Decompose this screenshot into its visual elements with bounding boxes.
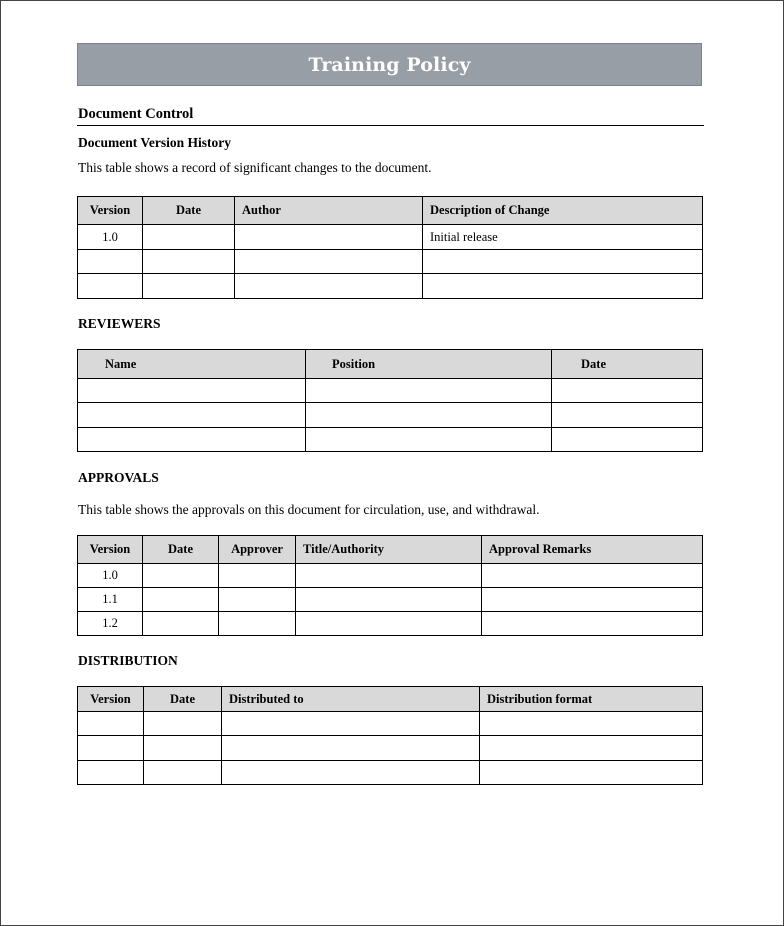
- cell-date[interactable]: [143, 588, 219, 612]
- column-header-version: Version: [78, 197, 143, 225]
- table-header-row: [78, 536, 703, 564]
- cell-author[interactable]: [235, 225, 423, 250]
- cell-title-authority[interactable]: [296, 612, 482, 636]
- cell-approval-remarks[interactable]: [482, 588, 703, 612]
- cell-distribution-format[interactable]: [480, 712, 703, 736]
- cell-version[interactable]: 1.0: [78, 564, 143, 588]
- cell-date[interactable]: [143, 250, 235, 274]
- approvals-table: [77, 535, 703, 636]
- section-divider: [77, 125, 704, 126]
- column-header-position: Position: [306, 350, 552, 379]
- cell-description[interactable]: [423, 250, 703, 274]
- cell-date[interactable]: [143, 612, 219, 636]
- cell-position[interactable]: [306, 428, 552, 452]
- cell-author[interactable]: [235, 250, 423, 274]
- table-row: [78, 379, 703, 403]
- cell-distribution-format[interactable]: [480, 761, 703, 785]
- cell-date[interactable]: [143, 225, 235, 250]
- cell-version[interactable]: [78, 250, 143, 274]
- cell-name[interactable]: [78, 403, 306, 428]
- table-row: [78, 428, 703, 452]
- cell-version[interactable]: [78, 274, 143, 299]
- distribution-heading: DISTRIBUTION: [78, 653, 178, 668]
- cell-distributed-to[interactable]: [222, 761, 480, 785]
- column-header-distribution-format: Distribution format: [480, 687, 703, 712]
- approvals-heading: APPROVALS: [78, 470, 159, 485]
- column-header-date: Date: [143, 197, 235, 225]
- table-header-row: [78, 197, 703, 225]
- cell-date[interactable]: [552, 403, 703, 428]
- table-row: [78, 274, 703, 299]
- distribution-table: [77, 686, 703, 785]
- cell-version[interactable]: [78, 736, 144, 761]
- column-header-date: Date: [143, 536, 219, 564]
- version-history-heading: Document Version History: [78, 135, 231, 150]
- column-header-version: Version: [78, 536, 143, 564]
- cell-title-authority[interactable]: [296, 588, 482, 612]
- cell-distributed-to[interactable]: [222, 736, 480, 761]
- cell-date[interactable]: [144, 736, 222, 761]
- table-row: [78, 761, 703, 785]
- column-header-version: Version: [78, 687, 144, 712]
- table-row: [78, 736, 703, 761]
- cell-distribution-format[interactable]: [480, 736, 703, 761]
- cell-position[interactable]: [306, 403, 552, 428]
- cell-name[interactable]: [78, 379, 306, 403]
- table-row: [78, 588, 703, 612]
- column-header-description: Description of Change: [423, 197, 703, 225]
- approvals-description: This table shows the approvals on this document for circulation, use, and withdrawal.: [78, 502, 540, 517]
- cell-date[interactable]: [144, 712, 222, 736]
- cell-name[interactable]: [78, 428, 306, 452]
- column-header-date: Date: [552, 350, 703, 379]
- column-header-title-authority: Title/Authority: [296, 536, 482, 564]
- document-control-heading: Document Control: [78, 106, 194, 122]
- table-row: [78, 225, 703, 250]
- column-header-date: Date: [144, 687, 222, 712]
- cell-date[interactable]: [552, 379, 703, 403]
- cell-version[interactable]: [78, 712, 144, 736]
- cell-approval-remarks[interactable]: [482, 564, 703, 588]
- table-header-row: [78, 350, 703, 379]
- cell-position[interactable]: [306, 379, 552, 403]
- cell-title-authority[interactable]: [296, 564, 482, 588]
- column-header-approver: Approver: [219, 536, 296, 564]
- document-title: Training Policy: [308, 53, 471, 76]
- cell-date[interactable]: [552, 428, 703, 452]
- table-row: [78, 712, 703, 736]
- column-header-approval-remarks: Approval Remarks: [482, 536, 703, 564]
- column-header-distributed-to: Distributed to: [222, 687, 480, 712]
- title-banner: [77, 43, 702, 86]
- cell-version[interactable]: [78, 761, 144, 785]
- column-header-author: Author: [235, 197, 423, 225]
- table-row: [78, 564, 703, 588]
- cell-version[interactable]: 1.1: [78, 588, 143, 612]
- cell-date[interactable]: [143, 274, 235, 299]
- cell-approver[interactable]: [219, 588, 296, 612]
- table-row: [78, 250, 703, 274]
- cell-distributed-to[interactable]: [222, 712, 480, 736]
- cell-description[interactable]: Initial release: [423, 225, 703, 250]
- version-history-description: This table shows a record of significant changes to the document.: [78, 160, 432, 175]
- cell-approval-remarks[interactable]: [482, 612, 703, 636]
- cell-approver[interactable]: [219, 612, 296, 636]
- cell-date[interactable]: [143, 564, 219, 588]
- column-header-name: Name: [78, 350, 306, 379]
- cell-description[interactable]: [423, 274, 703, 299]
- cell-author[interactable]: [235, 274, 423, 299]
- table-header-row: [78, 687, 703, 712]
- version-history-table: [77, 196, 703, 299]
- cell-approver[interactable]: [219, 564, 296, 588]
- cell-version[interactable]: 1.2: [78, 612, 143, 636]
- reviewers-heading: REVIEWERS: [78, 316, 161, 331]
- cell-date[interactable]: [144, 761, 222, 785]
- table-row: [78, 403, 703, 428]
- reviewers-table: [77, 349, 703, 452]
- table-row: [78, 612, 703, 636]
- cell-version[interactable]: 1.0: [78, 225, 143, 250]
